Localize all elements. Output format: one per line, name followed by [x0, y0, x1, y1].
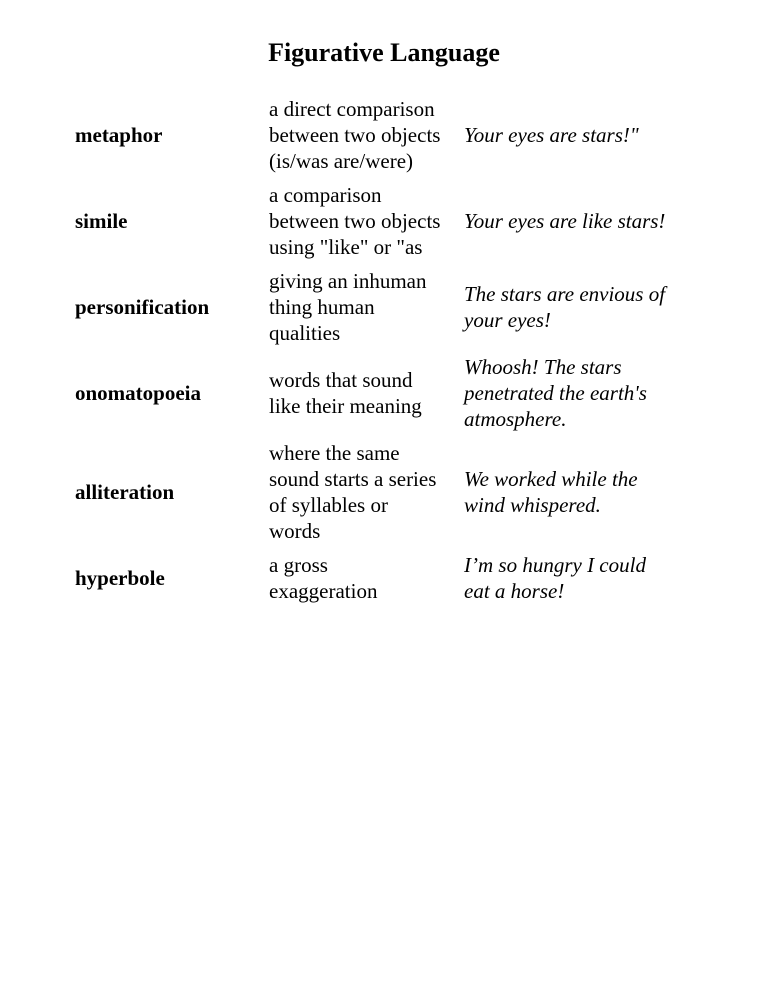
- table-row: [75, 436, 699, 548]
- example-line: penetrated the earth's: [464, 381, 647, 405]
- term-cell: alliteration: [75, 480, 175, 504]
- definition-line: qualities: [269, 321, 341, 345]
- definition-line: where the same: [269, 441, 400, 465]
- example-line: Your eyes are like stars!: [464, 209, 666, 233]
- definition-cell: [269, 548, 464, 608]
- table-row: [75, 548, 699, 608]
- example-line: Your eyes are stars!": [464, 123, 639, 147]
- example-cell: [464, 92, 699, 178]
- definition-cell: [269, 178, 464, 264]
- definition-line: giving an inhuman: [269, 269, 427, 293]
- definition-line: a direct comparison: [269, 97, 435, 121]
- definition-cell: [269, 350, 464, 436]
- example-cell: [464, 436, 699, 548]
- term-cell: personification: [75, 295, 210, 319]
- definition-line: (is/was are/were): [269, 149, 414, 173]
- definition-cell: [269, 436, 464, 548]
- term-cell: onomatopoeia: [75, 381, 201, 405]
- definition-line: sound starts a series: [269, 467, 437, 491]
- definition-line: like their meaning: [269, 394, 422, 418]
- table-row: [75, 264, 699, 350]
- definition-line: a comparison: [269, 183, 382, 207]
- page-title: Figurative Language: [268, 38, 500, 67]
- example-line: The stars are envious of: [464, 282, 666, 306]
- definition-line: using "like" or "as: [269, 235, 423, 259]
- definition-line: words that sound: [269, 368, 413, 392]
- definition-line: words: [269, 519, 321, 543]
- term-cell: hyperbole: [75, 566, 165, 590]
- term-cell: metaphor: [75, 123, 163, 147]
- definition-line: thing human: [269, 295, 375, 319]
- example-cell: [464, 350, 699, 436]
- table-row: [75, 350, 699, 436]
- example-line: wind whispered.: [464, 493, 601, 517]
- term-cell: simile: [75, 209, 128, 233]
- example-cell: [464, 548, 699, 608]
- example-cell: [464, 264, 699, 350]
- example-cell: [464, 178, 699, 264]
- example-line: atmosphere.: [464, 407, 567, 431]
- definition-line: a gross: [269, 553, 328, 577]
- definition-line: of syllables or: [269, 493, 388, 517]
- example-line: your eyes!: [464, 308, 551, 332]
- definition-cell: [269, 264, 464, 350]
- definition-cell: [269, 92, 464, 178]
- table-row: [75, 178, 699, 264]
- definition-line: exaggeration: [269, 579, 378, 603]
- example-line: Whoosh! The stars: [464, 355, 622, 379]
- example-line: We worked while the: [464, 467, 638, 491]
- example-line: I’m so hungry I could: [464, 553, 646, 577]
- example-line: eat a horse!: [464, 579, 565, 603]
- definition-line: between two objects: [269, 209, 441, 233]
- terms-table: [75, 92, 699, 608]
- table-row: [75, 92, 699, 178]
- definition-line: between two objects: [269, 123, 441, 147]
